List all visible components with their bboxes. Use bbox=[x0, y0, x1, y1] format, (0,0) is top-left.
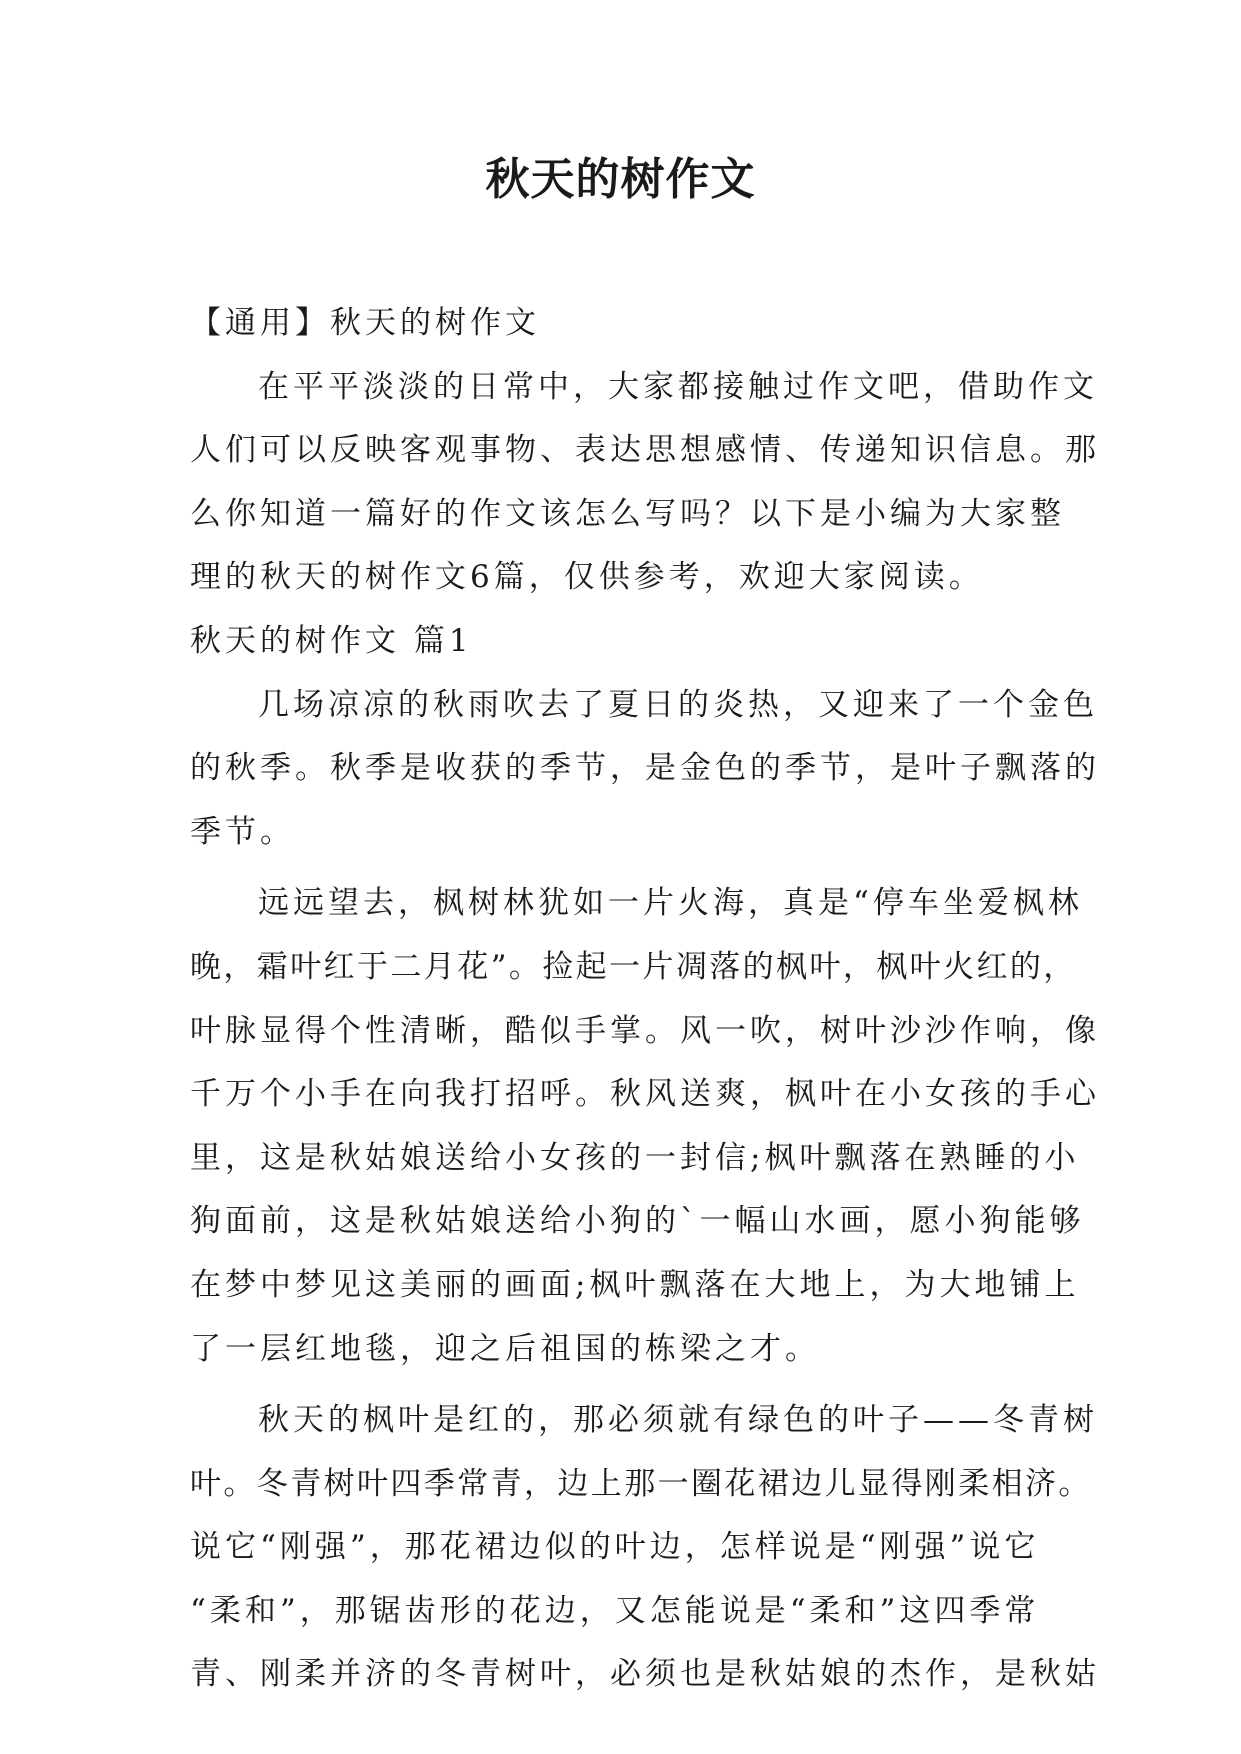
paragraph-line: 千万个小手在向我打招呼。秋风送爽，枫叶在小女孩的手心 bbox=[190, 1076, 1100, 1113]
document-body bbox=[190, 292, 1100, 1707]
intro-paragraph-line: 人们可以反映客观事物、表达思想感情、传递知识信息。那 bbox=[190, 432, 1100, 469]
paragraph-line: 叶。冬青树叶四季常青，边上那一圈花裙边儿显得刚柔相济。 bbox=[190, 1465, 1092, 1502]
section-heading: 秋天的树作文 篇1 bbox=[190, 622, 473, 659]
paragraph-line: 说它“刚强”，那花裙边似的叶边，怎样说是“刚强”说它 bbox=[190, 1529, 1040, 1566]
intro-paragraph-line: 么你知道一篇好的作文该怎么写吗？以下是小编为大家整 bbox=[190, 495, 1065, 532]
paragraph-line: 了一层红地毯，迎之后祖国的栋梁之才。 bbox=[190, 1330, 820, 1367]
paragraph-line: “柔和”，那锯齿形的花边，又怎能说是“柔和”这四季常 bbox=[190, 1592, 1040, 1629]
document-title: 秋天的树作文 bbox=[485, 154, 756, 205]
intro-paragraph-line: 理的秋天的树作文6篇，仅供参考，欢迎大家阅读。 bbox=[190, 559, 984, 596]
paragraph-line: 秋天的枫叶是红的，那必须就有绿色的叶子——冬青树 bbox=[258, 1402, 1098, 1439]
paragraph-line: 晚，霜叶红于二月花”。捡起一片凋落的枫叶，枫叶火红的， bbox=[190, 948, 1077, 985]
paragraph-line: 狗面前，这是秋姑娘送给小狗的`一幅山水画，愿小狗能够 bbox=[190, 1203, 1085, 1240]
paragraph-line: 叶脉显得个性清晰，酷似手掌。风一吹，树叶沙沙作响，像 bbox=[190, 1012, 1100, 1049]
intro-paragraph-line: 在平平淡淡的日常中，大家都接触过作文吧，借助作文 bbox=[258, 368, 1098, 405]
paragraph-line: 的秋季。秋季是收获的季节，是金色的季节，是叶子飘落的 bbox=[190, 750, 1100, 787]
paragraph-line: 远远望去，枫树林犹如一片火海，真是“停车坐爱枫林 bbox=[258, 885, 1083, 922]
subtitle-line: 【通用】秋天的树作文 bbox=[190, 305, 540, 341]
paragraph-line: 青、刚柔并济的冬青树叶，必须也是秋姑娘的杰作，是秋姑 bbox=[190, 1656, 1100, 1693]
paragraph-line: 季节。 bbox=[190, 813, 295, 850]
paragraph-line: 几场凉凉的秋雨吹去了夏日的炎热，又迎来了一个金色 bbox=[258, 686, 1098, 723]
paragraph-line: 里，这是秋姑娘送给小女孩的一封信;枫叶飘落在熟睡的小 bbox=[190, 1139, 1080, 1176]
paragraph-line: 在梦中梦见这美丽的画面;枫叶飘落在大地上，为大地铺上 bbox=[190, 1266, 1080, 1303]
